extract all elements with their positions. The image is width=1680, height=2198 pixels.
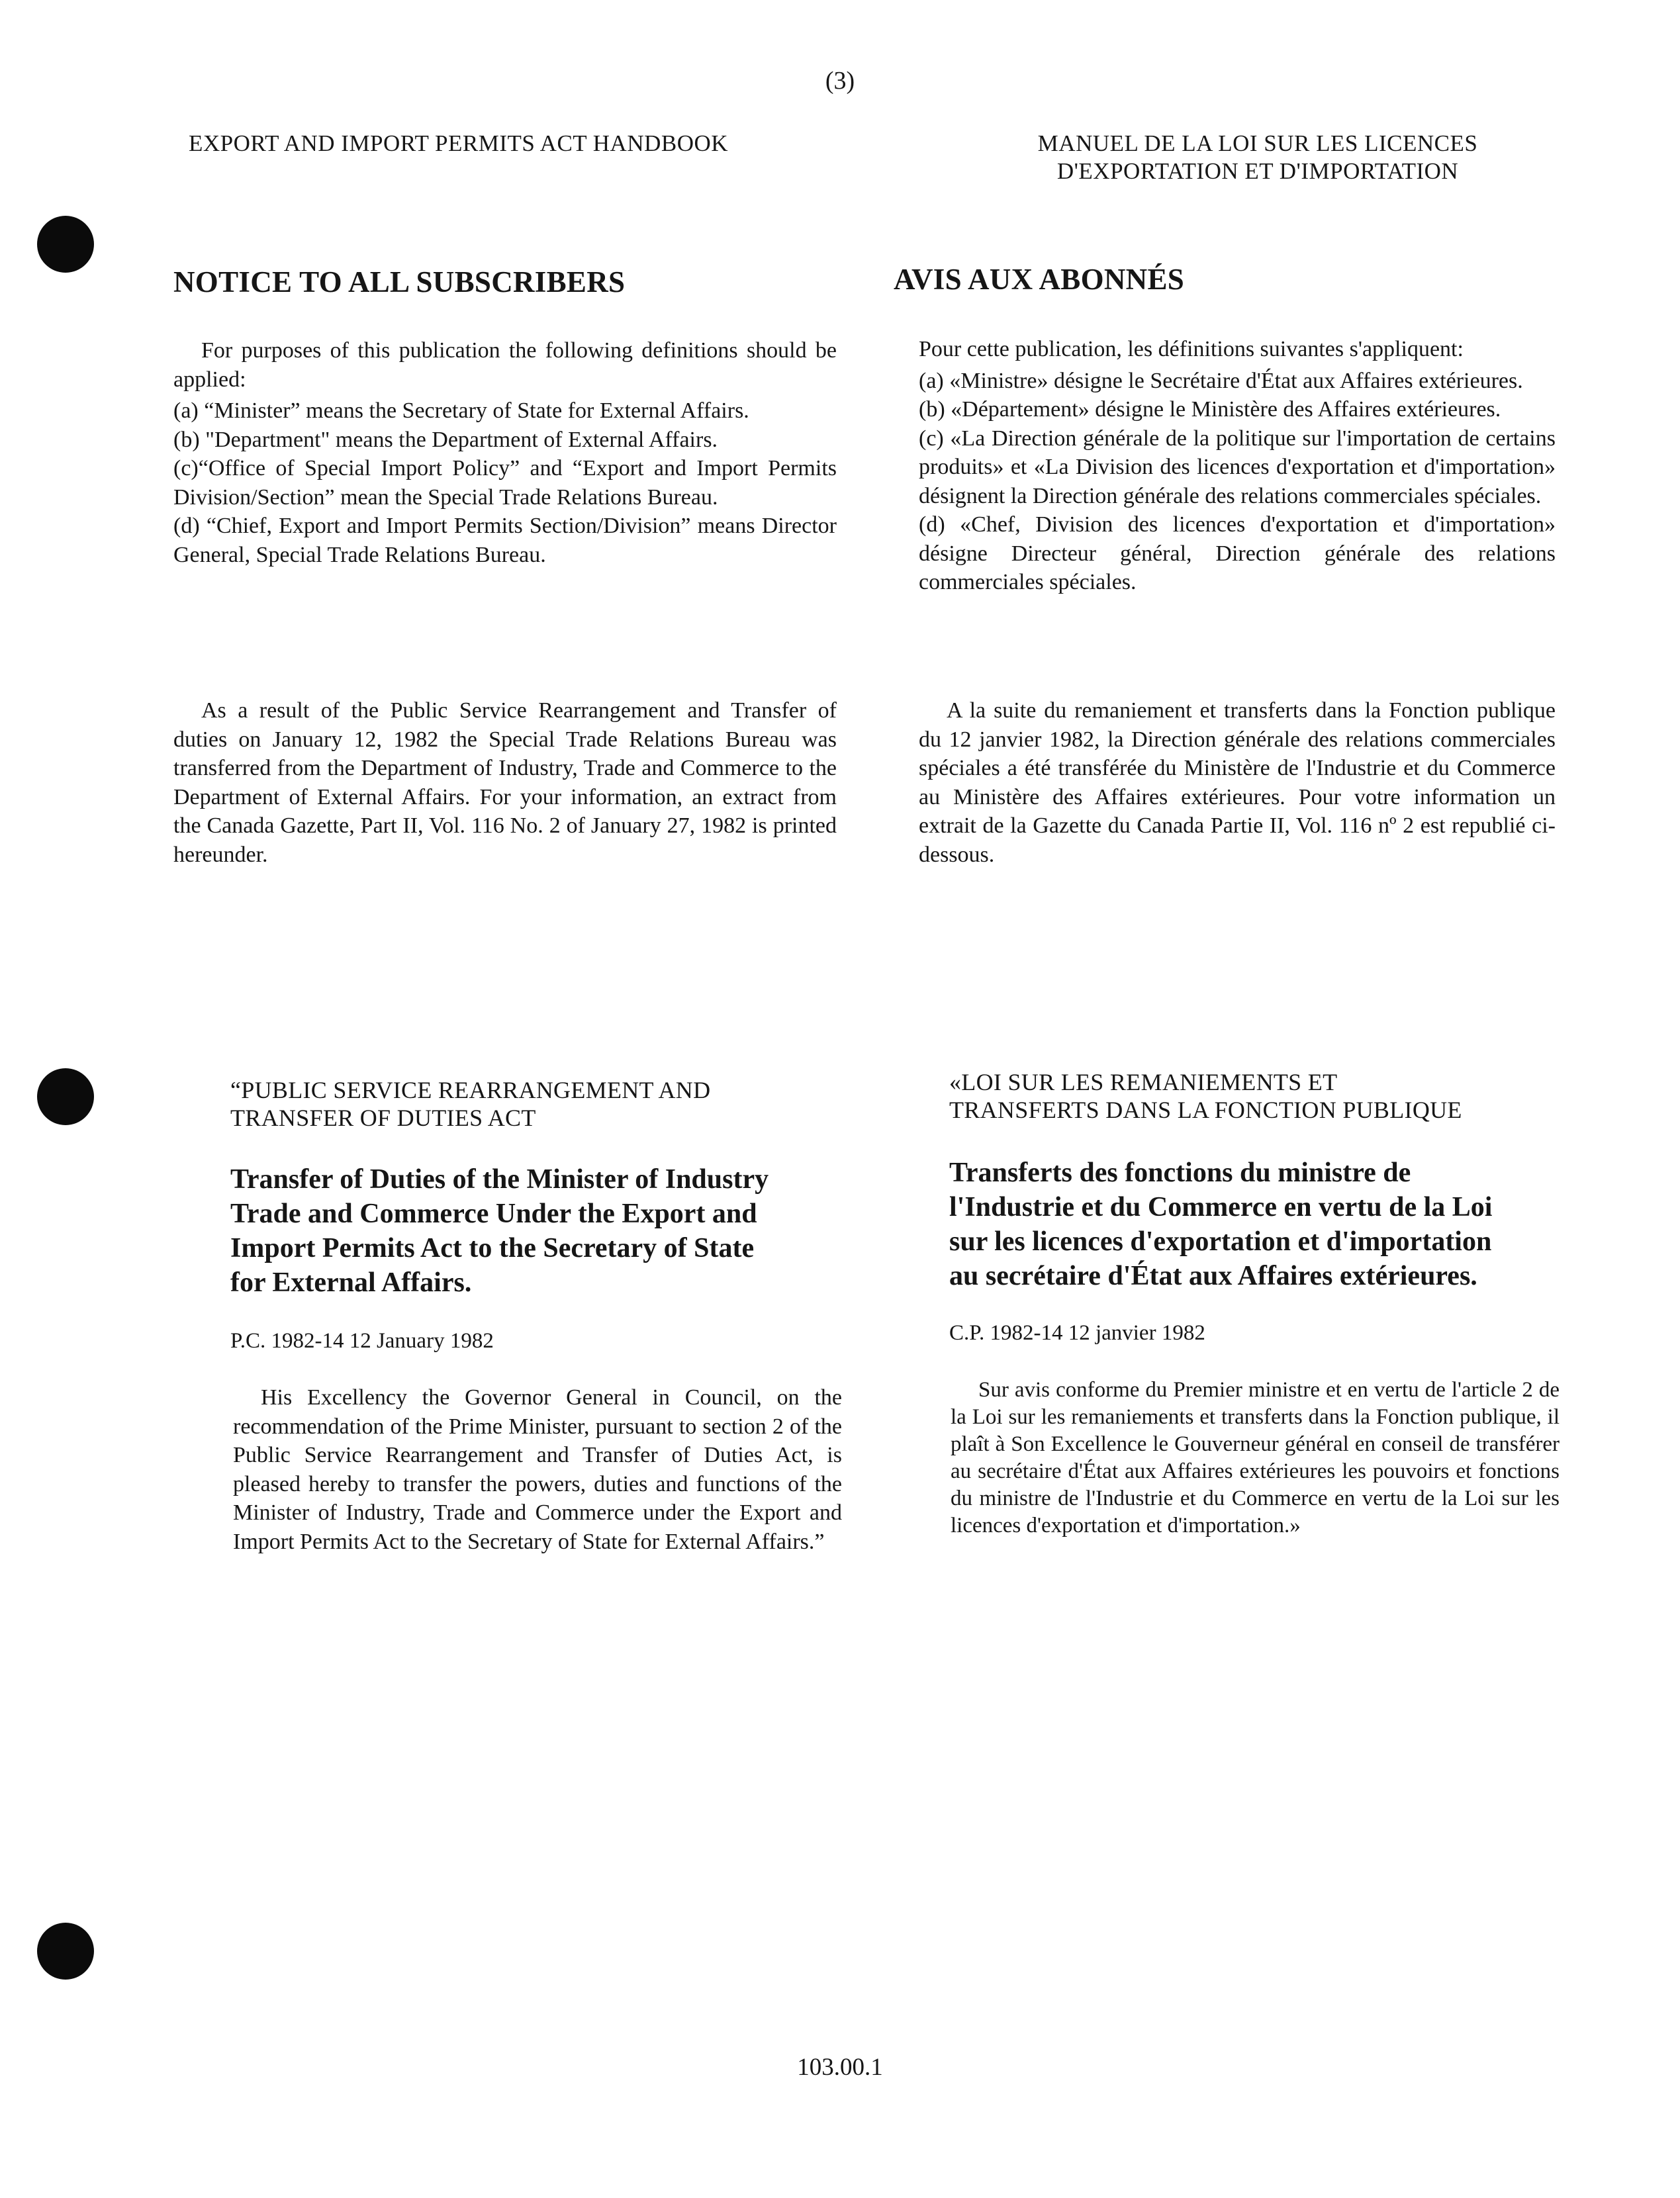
rearrangement-note-english	[173, 696, 837, 869]
order-title-english-line3: Import Permits Act to the Secretary of State	[230, 1233, 755, 1263]
definition-departement: (b) «Département» désigne le Ministère des Affaires extérieures.	[919, 397, 1501, 422]
footer-page-number: 103.00.1	[797, 2054, 883, 2081]
definitions-intro-french: Pour cette publication, les définitions suivantes s'appliquent:	[919, 337, 1464, 361]
act-name-french-line2: TRANSFERTS DANS LA FONCTION PUBLIQUE	[949, 1097, 1462, 1123]
order-title-french-line4: au secrétaire d'État aux Affaires extérieures.	[949, 1261, 1477, 1291]
definitions-intro: For purposes of this publication the following definitions should be applied:	[173, 338, 837, 392]
running-head-french-line1: MANUEL DE LA LOI SUR LES LICENCES	[1037, 130, 1478, 156]
binder-hole-bottom	[37, 1923, 94, 1980]
running-head-french-line2: D'EXPORTATION ET D'IMPORTATION	[1056, 158, 1459, 184]
order-title-english	[230, 1162, 866, 1300]
order-number-english: P.C. 1982-14 12 January 1982	[230, 1329, 494, 1353]
notice-title-french: AVIS AUX ABONNÉS	[894, 263, 1185, 296]
act-name-english	[230, 1076, 826, 1132]
definition-chief: (d) “Chief, Export and Import Permits Section/Division” means Director General, Special Trade Relations Bureau.	[173, 514, 837, 567]
order-body-english	[233, 1383, 842, 1556]
act-name-english-line1: “PUBLIC SERVICE REARRANGEMENT AND	[230, 1077, 711, 1103]
order-body-english-paragraph: His Excellency the Governor General in Council, on the recommendation of the Prime Minister, pursuant to section 2 of the Public Service Rearrangement and Transfer of Duties Act, is pleased hereby to transfer the powers, duties and functions of the Minister of Industry, Trade and Commerce under the Export and Import Permits Act to the Secretary of State for External Affairs.”	[233, 1385, 842, 1554]
act-name-french-line1: «LOI SUR LES REMANIEMENTS ET	[949, 1069, 1338, 1095]
running-head-french	[927, 130, 1589, 185]
definition-bureau: (c)“Office of Special Import Policy” and “Export and Import Permits Division/Section” mean the Special Trade Relations Bureau.	[173, 456, 837, 510]
act-name-english-line2: TRANSFER OF DUTIES ACT	[230, 1105, 536, 1131]
order-title-english-line4: for External Affairs.	[230, 1267, 472, 1298]
order-title-french-line1: Transferts des fonctions du ministre de	[949, 1158, 1411, 1188]
definition-department: (b) "Department" means the Department of External Affairs.	[173, 427, 718, 452]
running-head-english: EXPORT AND IMPORT PERMITS ACT HANDBOOK	[189, 130, 729, 156]
act-name-french	[949, 1068, 1585, 1124]
definition-ministre: (a) «Ministre» désigne le Secrétaire d'État aux Affaires extérieures.	[919, 368, 1523, 393]
order-body-french-paragraph: Sur avis conforme du Premier ministre et en vertu de l'article 2 de la Loi sur les remaniements et transferts dans la Fonction publique, il plaît à Son Excellence le Gouverneur général en conseil de transférer au secrétaire d'État aux Affaires extérieures les pouvoirs et fonctions du ministre de l'Industrie et du Commerce en vertu de la Loi sur les licences d'exportation et d'importation.»	[951, 1378, 1560, 1537]
order-title-french-line3: sur les licences d'exportation et d'importation	[949, 1226, 1492, 1257]
rearrangement-paragraph-french: A la suite du remaniement et transferts dans la Fonction publique du 12 janvier 1982, la Direction générale des relations commerciales spéciales a été transférée du Ministère de l'Industrie et du Commerce au Ministère des Affaires extérieures. Pour votre information un extrait de la Gazette du Canada Partie II, Vol. 116 nº 2 est republié ci-dessous.	[919, 698, 1556, 867]
order-title-french-line2: l'Industrie et du Commerce en vertu de la Loi	[949, 1192, 1493, 1222]
binder-hole-middle	[37, 1068, 94, 1125]
rearrangement-paragraph: As a result of the Public Service Rearrangement and Transfer of duties on January 12, 1982 the Special Trade Relations Bureau was transferred from the Department of Industry, Trade and Commerce to the Department of External Affairs. For your information, an extract from the Canada Gazette, Part II, Vol. 116 No. 2 of January 27, 1982 is printed hereunder.	[173, 698, 837, 867]
page-number: (3)	[825, 67, 855, 95]
definition-direction: (c) «La Direction générale de la politique sur l'importation de certains produits» et «La Division des licences d'exportation et d'importation» désignent la Direction générale des relations commerciales spéciales.	[919, 426, 1556, 508]
rearrangement-note-french	[919, 696, 1556, 869]
notice-title-english: NOTICE TO ALL SUBSCRIBERS	[173, 265, 626, 298]
order-title-english-line2: Trade and Commerce Under the Export and	[230, 1199, 757, 1229]
notice-body-french	[919, 335, 1556, 597]
order-title-french	[949, 1156, 1611, 1293]
order-number-french: C.P. 1982-14 12 janvier 1982	[949, 1321, 1205, 1345]
order-body-french	[951, 1377, 1560, 1539]
definition-chef: (d) «Chef, Division des licences d'exportation et d'importation» désigne Directeur général, Direction générale des relations commerciales spéciales.	[919, 512, 1556, 594]
definition-minister: (a) “Minister” means the Secretary of State for External Affairs.	[173, 398, 749, 423]
order-title-english-line1: Transfer of Duties of the Minister of Industry	[230, 1164, 769, 1195]
notice-body-english	[173, 336, 837, 569]
binder-hole-top	[37, 216, 94, 273]
